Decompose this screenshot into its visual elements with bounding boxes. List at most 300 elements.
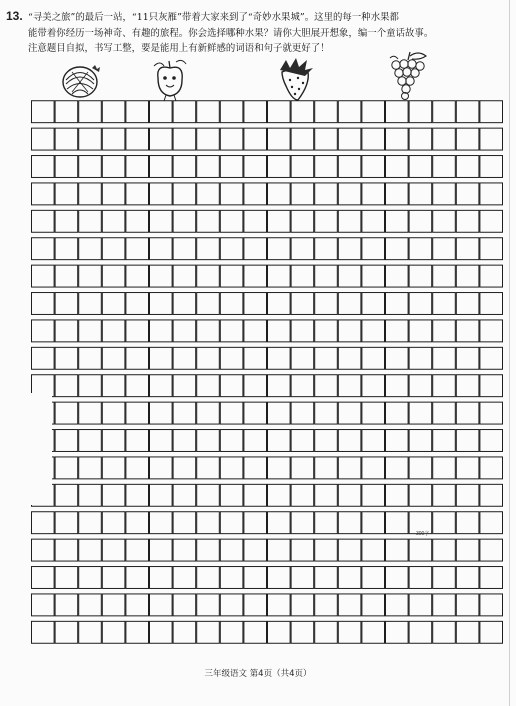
grid-cell[interactable] bbox=[409, 594, 432, 616]
grid-cell[interactable] bbox=[315, 402, 338, 424]
grid-cell[interactable] bbox=[197, 293, 220, 315]
grid-cell[interactable] bbox=[456, 320, 479, 342]
grid-cell[interactable] bbox=[480, 512, 503, 534]
grid-cell[interactable] bbox=[150, 484, 173, 506]
grid-cell[interactable] bbox=[55, 594, 78, 616]
grid-cell[interactable] bbox=[291, 512, 314, 534]
grid-cell[interactable] bbox=[79, 375, 102, 397]
grid-cell[interactable] bbox=[173, 621, 196, 643]
grid-cell[interactable] bbox=[480, 347, 503, 369]
grid-cell[interactable] bbox=[480, 293, 503, 315]
grid-cell[interactable] bbox=[268, 594, 291, 616]
grid-cell[interactable] bbox=[433, 238, 456, 260]
grid-cell[interactable] bbox=[197, 128, 220, 150]
grid-cell[interactable] bbox=[55, 484, 78, 506]
grid-cell[interactable] bbox=[32, 539, 55, 561]
grid-cell[interactable] bbox=[55, 375, 78, 397]
grid-cell[interactable] bbox=[220, 484, 243, 506]
grid-cell[interactable] bbox=[150, 512, 173, 534]
grid-cell[interactable] bbox=[102, 265, 125, 287]
grid-cell[interactable] bbox=[456, 210, 479, 232]
grid-cell[interactable] bbox=[480, 238, 503, 260]
grid-cell[interactable] bbox=[409, 430, 432, 452]
grid-cell[interactable] bbox=[338, 567, 361, 589]
grid-cell[interactable] bbox=[150, 375, 173, 397]
grid-cell[interactable] bbox=[244, 594, 267, 616]
grid-cell[interactable] bbox=[291, 156, 314, 178]
grid-cell[interactable] bbox=[456, 128, 479, 150]
grid-cell[interactable] bbox=[291, 128, 314, 150]
grid-cell[interactable] bbox=[102, 156, 125, 178]
grid-cell[interactable] bbox=[197, 430, 220, 452]
grid-cell[interactable] bbox=[79, 320, 102, 342]
grid-cell[interactable] bbox=[409, 347, 432, 369]
grid-cell[interactable] bbox=[173, 320, 196, 342]
grid-cell[interactable] bbox=[220, 101, 243, 123]
grid-cell[interactable] bbox=[150, 594, 173, 616]
grid-cell[interactable] bbox=[268, 457, 291, 479]
grid-cell[interactable] bbox=[433, 567, 456, 589]
grid-cell[interactable] bbox=[79, 156, 102, 178]
grid-cell[interactable] bbox=[268, 293, 291, 315]
grid-cell[interactable] bbox=[362, 539, 385, 561]
grid-cell[interactable] bbox=[386, 512, 409, 534]
grid-cell[interactable] bbox=[150, 539, 173, 561]
grid-cell[interactable] bbox=[433, 539, 456, 561]
grid-cell[interactable] bbox=[55, 621, 78, 643]
grid-cell[interactable] bbox=[244, 484, 267, 506]
grid-cell[interactable] bbox=[268, 210, 291, 232]
grid-cell[interactable] bbox=[268, 183, 291, 205]
grid-cell[interactable] bbox=[173, 594, 196, 616]
grid-cell[interactable] bbox=[150, 238, 173, 260]
grid-cell[interactable] bbox=[433, 101, 456, 123]
grid-cell[interactable] bbox=[291, 101, 314, 123]
grid-cell[interactable] bbox=[480, 457, 503, 479]
grid-cell[interactable] bbox=[409, 539, 432, 561]
grid-cell[interactable] bbox=[409, 293, 432, 315]
grid-cell[interactable] bbox=[338, 320, 361, 342]
grid-cell[interactable] bbox=[197, 265, 220, 287]
grid-cell[interactable] bbox=[220, 293, 243, 315]
grid-cell[interactable] bbox=[409, 128, 432, 150]
grid-cell[interactable] bbox=[126, 457, 149, 479]
grid-cell[interactable] bbox=[480, 375, 503, 397]
grid-cell[interactable] bbox=[244, 539, 267, 561]
grid-cell[interactable] bbox=[409, 210, 432, 232]
grid-cell[interactable] bbox=[102, 512, 125, 534]
grid-cell[interactable] bbox=[244, 265, 267, 287]
grid-cell[interactable] bbox=[244, 402, 267, 424]
grid-cell[interactable] bbox=[456, 621, 479, 643]
grid-cell[interactable] bbox=[291, 457, 314, 479]
grid-cell[interactable] bbox=[386, 430, 409, 452]
grid-cell[interactable] bbox=[291, 484, 314, 506]
grid-cell[interactable] bbox=[268, 156, 291, 178]
grid-cell[interactable] bbox=[362, 101, 385, 123]
grid-cell[interactable] bbox=[220, 183, 243, 205]
grid-cell[interactable] bbox=[126, 539, 149, 561]
grid-cell[interactable] bbox=[220, 320, 243, 342]
grid-cell[interactable] bbox=[244, 128, 267, 150]
grid-cell[interactable] bbox=[173, 156, 196, 178]
grid-cell[interactable] bbox=[79, 183, 102, 205]
grid-cell[interactable] bbox=[386, 156, 409, 178]
grid-cell[interactable] bbox=[268, 238, 291, 260]
grid-cell[interactable] bbox=[79, 484, 102, 506]
grid-cell[interactable] bbox=[126, 567, 149, 589]
grid-cell[interactable] bbox=[197, 347, 220, 369]
grid-cell[interactable] bbox=[220, 594, 243, 616]
grid-cell[interactable] bbox=[55, 430, 78, 452]
grid-cell[interactable] bbox=[480, 210, 503, 232]
grid-cell[interactable] bbox=[456, 375, 479, 397]
grid-cell[interactable] bbox=[126, 512, 149, 534]
grid-cell[interactable] bbox=[409, 457, 432, 479]
grid-cell[interactable] bbox=[173, 238, 196, 260]
grid-cell[interactable] bbox=[126, 375, 149, 397]
grid-cell[interactable] bbox=[126, 128, 149, 150]
grid-cell[interactable] bbox=[291, 183, 314, 205]
grid-cell[interactable] bbox=[291, 347, 314, 369]
grid-cell[interactable] bbox=[32, 621, 55, 643]
grid-cell[interactable] bbox=[102, 621, 125, 643]
grid-cell[interactable] bbox=[315, 484, 338, 506]
grid-cell[interactable] bbox=[220, 347, 243, 369]
grid-cell[interactable] bbox=[409, 375, 432, 397]
grid-cell[interactable] bbox=[291, 238, 314, 260]
grid-cell[interactable] bbox=[173, 402, 196, 424]
grid-cell[interactable] bbox=[338, 621, 361, 643]
grid-cell[interactable] bbox=[32, 347, 55, 369]
grid-cell[interactable] bbox=[362, 210, 385, 232]
grid-cell[interactable] bbox=[102, 293, 125, 315]
grid-cell[interactable] bbox=[173, 512, 196, 534]
grid-cell[interactable] bbox=[386, 375, 409, 397]
grid-cell[interactable] bbox=[220, 567, 243, 589]
grid-cell[interactable] bbox=[362, 265, 385, 287]
grid-cell[interactable] bbox=[220, 375, 243, 397]
grid-cell[interactable] bbox=[362, 457, 385, 479]
grid-cell[interactable] bbox=[55, 183, 78, 205]
grid-cell[interactable] bbox=[244, 156, 267, 178]
grid-cell[interactable] bbox=[55, 320, 78, 342]
grid-cell[interactable] bbox=[55, 539, 78, 561]
grid-cell[interactable] bbox=[362, 594, 385, 616]
grid-cell[interactable] bbox=[173, 567, 196, 589]
grid-cell[interactable] bbox=[150, 183, 173, 205]
grid-cell[interactable] bbox=[433, 128, 456, 150]
grid-cell[interactable] bbox=[173, 430, 196, 452]
grid-cell[interactable] bbox=[244, 238, 267, 260]
grid-cell[interactable] bbox=[456, 539, 479, 561]
grid-cell[interactable] bbox=[362, 183, 385, 205]
grid-cell[interactable] bbox=[386, 402, 409, 424]
grid-cell[interactable] bbox=[433, 375, 456, 397]
grid-cell[interactable] bbox=[268, 512, 291, 534]
grid-cell[interactable] bbox=[79, 594, 102, 616]
grid-cell[interactable] bbox=[315, 539, 338, 561]
grid-cell[interactable] bbox=[315, 265, 338, 287]
grid-cell[interactable] bbox=[102, 183, 125, 205]
grid-cell[interactable] bbox=[268, 621, 291, 643]
grid-cell[interactable] bbox=[315, 156, 338, 178]
grid-cell[interactable] bbox=[338, 484, 361, 506]
grid-cell[interactable] bbox=[197, 238, 220, 260]
grid-cell[interactable] bbox=[315, 101, 338, 123]
grid-cell[interactable] bbox=[315, 210, 338, 232]
grid-cell[interactable] bbox=[102, 567, 125, 589]
grid-cell[interactable] bbox=[102, 430, 125, 452]
grid-cell[interactable] bbox=[173, 293, 196, 315]
grid-cell[interactable] bbox=[433, 430, 456, 452]
grid-cell[interactable] bbox=[386, 484, 409, 506]
grid-cell[interactable] bbox=[386, 210, 409, 232]
grid-cell[interactable] bbox=[220, 539, 243, 561]
grid-cell[interactable] bbox=[362, 156, 385, 178]
grid-cell[interactable] bbox=[456, 594, 479, 616]
grid-cell[interactable] bbox=[150, 567, 173, 589]
grid-cell[interactable] bbox=[315, 320, 338, 342]
grid-cell[interactable] bbox=[32, 512, 55, 534]
grid-cell[interactable] bbox=[338, 512, 361, 534]
grid-cell[interactable] bbox=[315, 594, 338, 616]
grid-cell[interactable] bbox=[244, 210, 267, 232]
grid-cell[interactable] bbox=[409, 567, 432, 589]
grid-cell[interactable] bbox=[268, 484, 291, 506]
grid-cell[interactable] bbox=[126, 210, 149, 232]
grid-cell[interactable] bbox=[244, 183, 267, 205]
grid-cell[interactable] bbox=[102, 238, 125, 260]
composition-grid[interactable] bbox=[31, 98, 503, 646]
grid-cell[interactable] bbox=[79, 238, 102, 260]
grid-cell[interactable] bbox=[433, 402, 456, 424]
grid-cell[interactable] bbox=[362, 567, 385, 589]
grid-cell[interactable] bbox=[291, 375, 314, 397]
grid-cell[interactable] bbox=[433, 347, 456, 369]
grid-cell[interactable] bbox=[456, 457, 479, 479]
grid-cell[interactable] bbox=[173, 484, 196, 506]
grid-cell[interactable] bbox=[244, 457, 267, 479]
grid-cell[interactable] bbox=[480, 320, 503, 342]
grid-cell[interactable] bbox=[362, 320, 385, 342]
grid-cell[interactable] bbox=[338, 539, 361, 561]
grid-cell[interactable] bbox=[268, 375, 291, 397]
grid-cell[interactable] bbox=[338, 375, 361, 397]
grid-cell[interactable] bbox=[244, 101, 267, 123]
grid-cell[interactable] bbox=[338, 238, 361, 260]
grid-cell[interactable] bbox=[456, 156, 479, 178]
grid-cell[interactable] bbox=[456, 293, 479, 315]
grid-cell[interactable] bbox=[173, 375, 196, 397]
grid-cell[interactable] bbox=[338, 402, 361, 424]
grid-cell[interactable] bbox=[32, 156, 55, 178]
grid-cell[interactable] bbox=[102, 101, 125, 123]
grid-cell[interactable] bbox=[386, 293, 409, 315]
grid-cell[interactable] bbox=[338, 347, 361, 369]
grid-cell[interactable] bbox=[244, 347, 267, 369]
grid-cell[interactable] bbox=[338, 210, 361, 232]
grid-cell[interactable] bbox=[386, 238, 409, 260]
grid-cell[interactable] bbox=[480, 101, 503, 123]
grid-cell[interactable] bbox=[456, 402, 479, 424]
grid-cell[interactable] bbox=[102, 457, 125, 479]
grid-cell[interactable] bbox=[150, 128, 173, 150]
grid-cell[interactable] bbox=[126, 101, 149, 123]
grid-cell[interactable] bbox=[386, 101, 409, 123]
grid-cell[interactable] bbox=[338, 101, 361, 123]
grid-cell[interactable] bbox=[315, 293, 338, 315]
grid-cell[interactable] bbox=[197, 594, 220, 616]
grid-cell[interactable] bbox=[150, 347, 173, 369]
grid-cell[interactable] bbox=[315, 457, 338, 479]
grid-cell[interactable] bbox=[338, 430, 361, 452]
grid-cell[interactable] bbox=[386, 320, 409, 342]
grid-cell[interactable] bbox=[173, 183, 196, 205]
grid-cell[interactable] bbox=[197, 621, 220, 643]
grid-cell[interactable] bbox=[32, 265, 55, 287]
grid-cell[interactable] bbox=[386, 567, 409, 589]
grid-cell[interactable] bbox=[480, 156, 503, 178]
grid-cell[interactable] bbox=[362, 484, 385, 506]
grid-cell[interactable] bbox=[291, 402, 314, 424]
grid-cell[interactable] bbox=[315, 128, 338, 150]
grid-cell[interactable] bbox=[480, 430, 503, 452]
grid-cell[interactable] bbox=[456, 484, 479, 506]
grid-cell[interactable] bbox=[173, 101, 196, 123]
grid-cell[interactable] bbox=[244, 293, 267, 315]
grid-cell[interactable] bbox=[150, 621, 173, 643]
grid-cell[interactable] bbox=[102, 210, 125, 232]
grid-cell[interactable] bbox=[150, 156, 173, 178]
grid-cell[interactable] bbox=[79, 128, 102, 150]
grid-cell[interactable] bbox=[55, 402, 78, 424]
grid-cell[interactable] bbox=[126, 293, 149, 315]
grid-cell[interactable] bbox=[197, 210, 220, 232]
grid-cell[interactable] bbox=[386, 539, 409, 561]
grid-cell[interactable] bbox=[32, 210, 55, 232]
grid-cell[interactable] bbox=[433, 484, 456, 506]
grid-cell[interactable] bbox=[55, 457, 78, 479]
grid-cell[interactable] bbox=[362, 347, 385, 369]
grid-cell[interactable] bbox=[409, 484, 432, 506]
grid-cell[interactable] bbox=[456, 512, 479, 534]
grid-cell[interactable] bbox=[102, 594, 125, 616]
grid-cell[interactable] bbox=[150, 402, 173, 424]
grid-cell[interactable] bbox=[362, 375, 385, 397]
grid-cell[interactable] bbox=[197, 183, 220, 205]
grid-cell[interactable] bbox=[480, 539, 503, 561]
grid-cell[interactable] bbox=[79, 293, 102, 315]
grid-cell[interactable] bbox=[315, 183, 338, 205]
grid-cell[interactable] bbox=[291, 210, 314, 232]
grid-cell[interactable] bbox=[315, 430, 338, 452]
grid-cell[interactable] bbox=[55, 567, 78, 589]
grid-cell[interactable] bbox=[126, 183, 149, 205]
grid-cell[interactable] bbox=[32, 238, 55, 260]
grid-cell[interactable] bbox=[220, 457, 243, 479]
grid-cell[interactable] bbox=[220, 621, 243, 643]
grid-cell[interactable] bbox=[480, 621, 503, 643]
grid-cell[interactable] bbox=[173, 210, 196, 232]
grid-cell[interactable] bbox=[220, 156, 243, 178]
grid-cell[interactable] bbox=[268, 430, 291, 452]
grid-cell[interactable] bbox=[197, 375, 220, 397]
grid-cell[interactable] bbox=[268, 539, 291, 561]
grid-cell[interactable] bbox=[150, 457, 173, 479]
grid-cell[interactable] bbox=[456, 238, 479, 260]
grid-cell[interactable] bbox=[32, 567, 55, 589]
grid-cell[interactable] bbox=[126, 156, 149, 178]
grid-cell[interactable] bbox=[244, 430, 267, 452]
grid-cell[interactable] bbox=[32, 128, 55, 150]
grid-cell[interactable] bbox=[150, 293, 173, 315]
grid-cell[interactable] bbox=[409, 402, 432, 424]
grid-cell[interactable] bbox=[268, 347, 291, 369]
grid-cell[interactable] bbox=[315, 567, 338, 589]
grid-cell[interactable] bbox=[32, 293, 55, 315]
grid-cell[interactable] bbox=[32, 320, 55, 342]
grid-cell[interactable] bbox=[102, 539, 125, 561]
grid-cell[interactable] bbox=[244, 375, 267, 397]
grid-cell[interactable] bbox=[79, 210, 102, 232]
grid-cell[interactable] bbox=[197, 567, 220, 589]
grid-cell[interactable] bbox=[362, 293, 385, 315]
grid-cell[interactable] bbox=[386, 128, 409, 150]
grid-cell[interactable] bbox=[386, 183, 409, 205]
grid-cell[interactable] bbox=[55, 156, 78, 178]
grid-cell[interactable] bbox=[362, 430, 385, 452]
grid-cell[interactable] bbox=[291, 320, 314, 342]
grid-cell[interactable] bbox=[456, 101, 479, 123]
grid-cell[interactable] bbox=[456, 430, 479, 452]
grid-cell[interactable] bbox=[268, 128, 291, 150]
grid-cell[interactable] bbox=[480, 567, 503, 589]
grid-cell[interactable] bbox=[433, 156, 456, 178]
grid-cell[interactable] bbox=[102, 128, 125, 150]
grid-cell[interactable] bbox=[409, 183, 432, 205]
grid-cell[interactable] bbox=[409, 238, 432, 260]
grid-cell[interactable] bbox=[244, 512, 267, 534]
grid-cell[interactable] bbox=[338, 457, 361, 479]
grid-cell[interactable] bbox=[315, 238, 338, 260]
grid-cell[interactable] bbox=[362, 238, 385, 260]
grid-cell[interactable] bbox=[220, 402, 243, 424]
grid-cell[interactable] bbox=[338, 183, 361, 205]
grid-cell[interactable] bbox=[197, 101, 220, 123]
grid-cell[interactable] bbox=[79, 402, 102, 424]
grid-cell[interactable] bbox=[409, 156, 432, 178]
grid-cell[interactable] bbox=[79, 567, 102, 589]
grid-cell[interactable] bbox=[220, 265, 243, 287]
grid-cell[interactable] bbox=[409, 101, 432, 123]
grid-cell[interactable] bbox=[244, 567, 267, 589]
grid-cell[interactable] bbox=[55, 128, 78, 150]
grid-cell[interactable] bbox=[150, 210, 173, 232]
grid-cell[interactable] bbox=[362, 621, 385, 643]
grid-cell[interactable] bbox=[150, 265, 173, 287]
grid-cell[interactable] bbox=[480, 265, 503, 287]
grid-cell[interactable] bbox=[433, 621, 456, 643]
grid-cell[interactable] bbox=[244, 320, 267, 342]
grid-cell[interactable] bbox=[433, 265, 456, 287]
grid-cell[interactable] bbox=[197, 156, 220, 178]
grid-cell[interactable] bbox=[291, 265, 314, 287]
grid-cell[interactable] bbox=[55, 238, 78, 260]
grid-cell[interactable] bbox=[268, 567, 291, 589]
grid-cell[interactable] bbox=[433, 293, 456, 315]
grid-cell[interactable] bbox=[150, 430, 173, 452]
